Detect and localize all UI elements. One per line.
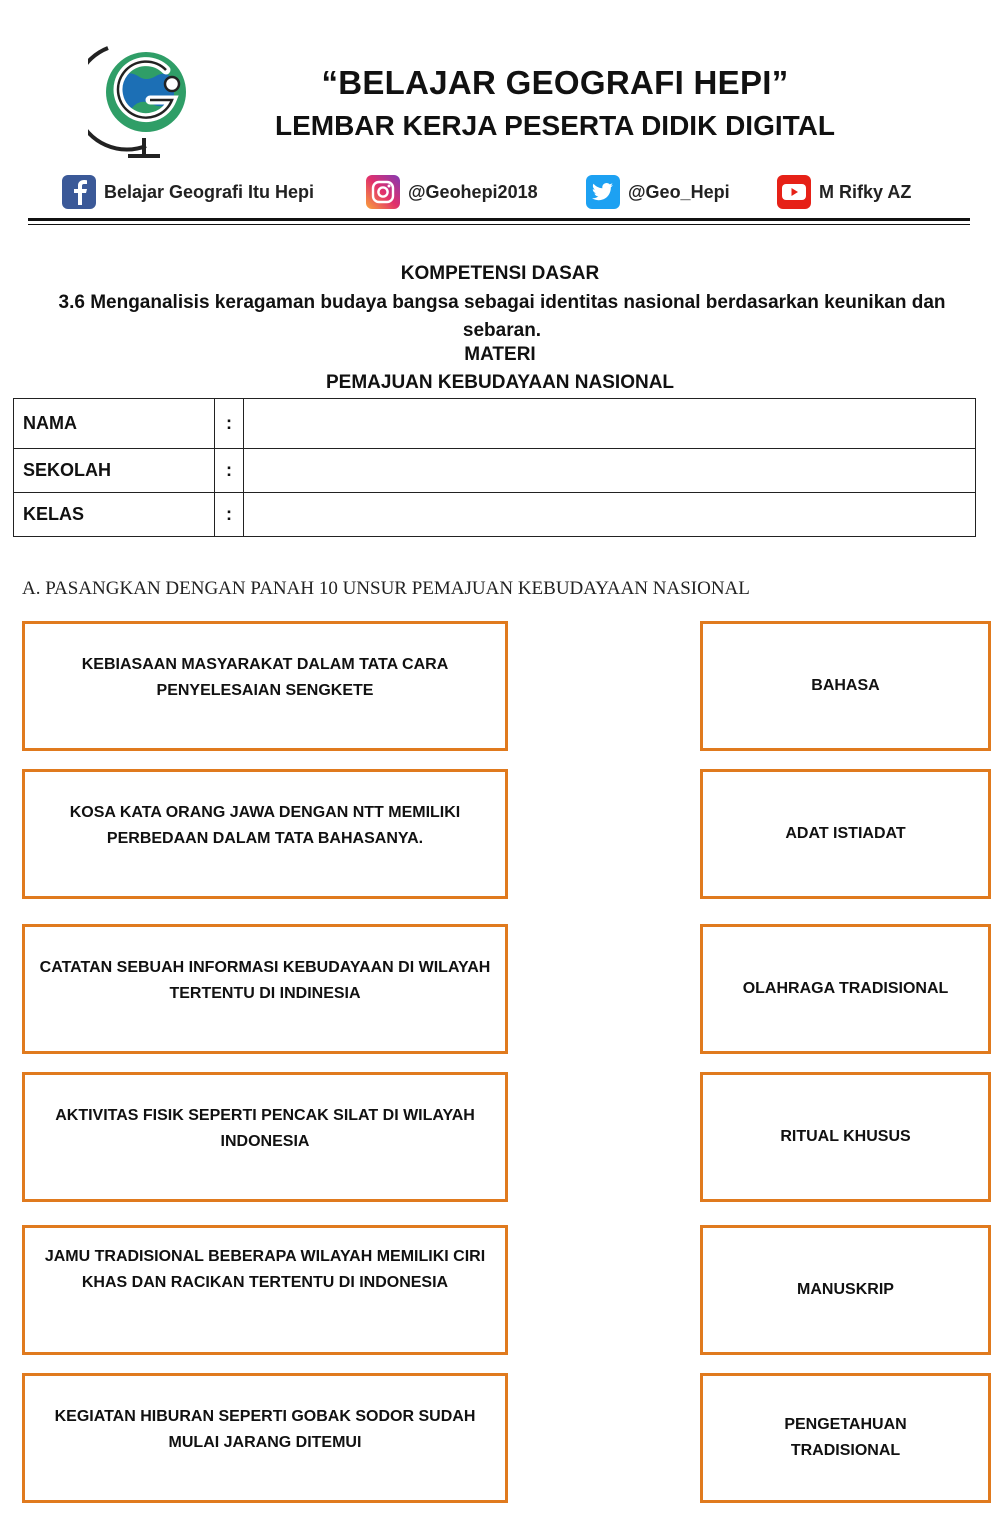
match-right-label: OLAHRAGA TRADISIONAL: [742, 980, 949, 997]
identity-label-nama: NAMA: [14, 399, 215, 449]
class-field[interactable]: [244, 493, 976, 537]
materi-title: PEMAJUAN KEBUDAYAAN NASIONAL: [325, 372, 675, 393]
instagram-icon: [366, 175, 400, 209]
match-left-item-6[interactable]: KEGIATAN HIBURAN SEPERTI GOBAK SODOR SUDAH MULAI JARANG DITEMUI: [22, 1373, 508, 1503]
social-youtube-label: M Rifky AZ: [819, 181, 912, 202]
identity-sep: :: [215, 449, 244, 493]
match-left-item-4[interactable]: AKTIVITAS FISIK SEPERTI PENCAK SILAT DI WILAYAH INDONESIA: [22, 1072, 508, 1202]
match-right-label: BAHASA: [811, 677, 880, 694]
identity-row-kelas: [14, 493, 976, 537]
social-twitter[interactable]: [586, 174, 730, 210]
identity-sep: :: [215, 399, 244, 449]
match-right-label: RITUAL KHUSUS: [780, 1128, 911, 1145]
match-left-item-3[interactable]: CATATAN SEBUAH INFORMASI KEBUDAYAAN DI WILAYAH TERTENTU DI INDINESIA: [22, 924, 508, 1054]
facebook-icon: [62, 175, 96, 209]
page-title: “BELAJAR GEOGRAFI HEPI”: [321, 64, 789, 101]
match-right-item-2[interactable]: [700, 769, 991, 899]
identity-label-kelas: KELAS: [14, 493, 215, 537]
match-left-item-5[interactable]: JAMU TRADISIONAL BEBERAPA WILAYAH MEMILIKI CIRI KHAS DAN RACIKAN TERTENTU DI INDONESIA: [22, 1225, 508, 1355]
name-field[interactable]: [244, 399, 976, 449]
header-divider: [28, 218, 970, 221]
identity-row-nama: [14, 399, 976, 449]
match-right-item-6[interactable]: [700, 1373, 991, 1503]
competency-text: 3.6 Menganalisis keragaman budaya bangsa sebagai identitas nasional berdasarkan keunikan dan sebaran.: [58, 292, 946, 341]
social-instagram-label: @Geohepi2018: [408, 181, 538, 202]
header-divider-thin: [28, 224, 970, 225]
identity-sep: :: [215, 493, 244, 537]
materi-label: MATERI: [464, 344, 536, 365]
social-twitter-label: @Geo_Hepi: [628, 181, 730, 202]
school-field[interactable]: [244, 449, 976, 493]
match-left-item-2[interactable]: KOSA KATA ORANG JAWA DENGAN NTT MEMILIKI PERBEDAAN DALAM TATA BAHASANYA.: [22, 769, 508, 899]
page-subtitle: LEMBAR KERJA PESERTA DIDIK DIGITAL: [274, 110, 835, 141]
match-right-label: MANUSKRIP: [797, 1281, 894, 1298]
youtube-icon: [777, 175, 811, 209]
match-right-item-1[interactable]: [700, 621, 991, 751]
instruction-text: A. PASANGKAN DENGAN PANAH 10 UNSUR PEMAJUAN KEBUDAYAAN NASIONAL: [22, 578, 750, 599]
match-right-label: ADAT ISTIADAT: [785, 825, 906, 842]
match-right-item-5[interactable]: [700, 1225, 991, 1355]
identity-table: [13, 398, 976, 537]
social-youtube[interactable]: [777, 174, 911, 210]
match-right-label: PENGETAHUAN TRADISIONAL: [784, 1416, 907, 1459]
globe-g-logo-icon: [88, 38, 188, 160]
social-facebook[interactable]: [62, 174, 314, 210]
match-left-item-1[interactable]: KEBIASAAN MASYARAKAT DALAM TATA CARA PENYELESAIAN SENGKETE: [22, 621, 508, 751]
match-right-item-4[interactable]: [700, 1072, 991, 1202]
identity-row-sekolah: [14, 449, 976, 493]
match-right-item-3[interactable]: [700, 924, 991, 1054]
competency-label: KOMPETENSI DASAR: [400, 263, 600, 284]
social-instagram[interactable]: [366, 174, 538, 210]
identity-label-sekolah: SEKOLAH: [14, 449, 215, 493]
twitter-icon: [586, 175, 620, 209]
social-facebook-label: Belajar Geografi Itu Hepi: [104, 181, 315, 202]
